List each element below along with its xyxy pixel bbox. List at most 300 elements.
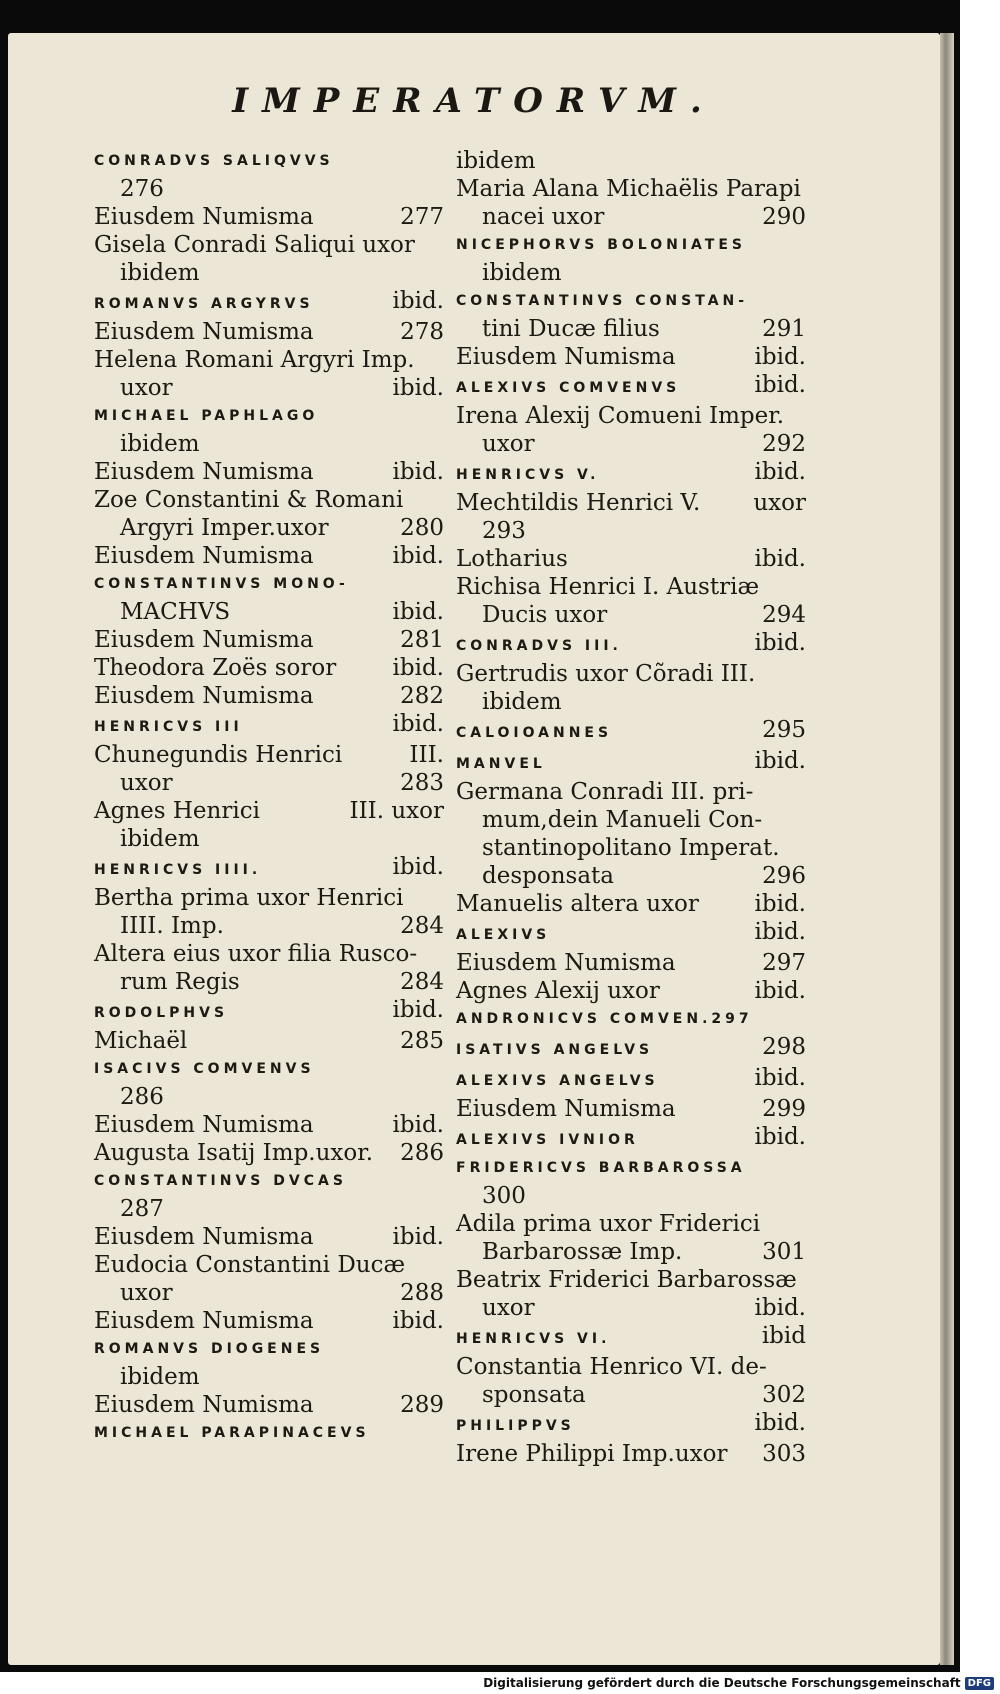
index-entry <box>94 682 444 710</box>
index-entry <box>94 996 444 1027</box>
footer-text: Digitalisierung gefördert durch die Deutsche Forschungsgemeinschaft <box>483 1676 961 1690</box>
index-entry-line <box>94 1111 444 1139</box>
entry-text: CONRADVS SALIQVVS <box>94 153 334 169</box>
entry-text: 276 <box>120 176 164 202</box>
entry-text: ANDRONICVS COMVEN.297 <box>456 1011 753 1027</box>
index-entry <box>456 573 806 629</box>
index-entry <box>94 147 444 203</box>
entry-page-ref: 282 <box>400 683 444 709</box>
entry-text: Eiusdem Numisma <box>456 1096 676 1122</box>
entry-text: Bertha prima uxor Henrici <box>94 885 404 911</box>
index-entry-line <box>94 825 444 853</box>
entry-page-ref: 298 <box>762 1034 806 1060</box>
entry-text: Beatrix Friderici Barbarossæ <box>456 1267 797 1293</box>
entry-text: rum Regis <box>120 969 240 995</box>
index-entry <box>456 1095 806 1123</box>
entry-page-ref: 280 <box>400 515 444 541</box>
index-entry-line <box>94 769 444 797</box>
entry-text: Agnes Henrici <box>94 798 260 824</box>
funding-footer <box>483 1676 994 1690</box>
entry-text: CONSTANTINVS MONO- <box>94 576 349 592</box>
entry-text: Eiusdem Numisma <box>94 1308 314 1334</box>
entry-text: ibidem <box>456 148 536 174</box>
entry-page-ref: ibid. <box>754 1410 806 1436</box>
entry-page-ref: 296 <box>762 863 806 889</box>
entry-page-ref: ibid. <box>754 978 806 1004</box>
entry-text: Eudocia Constantini Ducæ <box>94 1252 406 1278</box>
entry-text: Eiusdem Numisma <box>94 683 314 709</box>
index-entry <box>456 1440 806 1468</box>
index-entry-line <box>94 996 444 1027</box>
entry-text: Germana Conradi III. pri- <box>456 779 754 805</box>
running-head: IMPERATORVM. <box>232 81 716 121</box>
entry-page-ref: III. <box>409 742 444 768</box>
index-entry-line <box>456 1266 806 1294</box>
index-entry <box>456 1033 806 1064</box>
entry-text: Helena Romani Argyri Imp. <box>94 347 415 373</box>
entry-page-ref: ibid <box>761 1323 806 1349</box>
index-entry-line <box>456 371 806 402</box>
entry-text: ALEXIVS COMVENVS <box>456 380 681 396</box>
entry-page-ref: 290 <box>762 204 806 230</box>
entry-page-ref: ibid. <box>754 630 806 656</box>
index-entry <box>456 1064 806 1095</box>
entry-text: uxor <box>482 1295 535 1321</box>
entry-text: ISACIVS COMVENVS <box>94 1061 315 1077</box>
index-entry <box>456 1266 806 1322</box>
index-entry-line <box>94 514 444 542</box>
index-entry-line <box>94 430 444 458</box>
index-entry-line <box>456 343 806 371</box>
dfg-logo-icon: DFG <box>965 1677 994 1690</box>
entry-text: CALOIOANNES <box>456 725 613 741</box>
entry-page-ref: ibid. <box>392 599 444 625</box>
index-entry-line <box>456 778 806 806</box>
entry-text: FRIDERICVS BARBAROSSA <box>456 1160 746 1176</box>
entry-page-ref: ibid. <box>392 1224 444 1250</box>
index-entry <box>94 318 444 346</box>
index-entry-line <box>456 517 806 545</box>
entry-text: MANVEL <box>456 756 546 772</box>
entry-page-ref: 289 <box>400 1392 444 1418</box>
index-entry-line <box>94 912 444 940</box>
index-entry <box>94 654 444 682</box>
entry-page-ref: ibid. <box>392 543 444 569</box>
index-entry-line <box>94 374 444 402</box>
entry-page-ref: 301 <box>762 1239 806 1265</box>
index-entry <box>94 287 444 318</box>
index-entry <box>456 1409 806 1440</box>
entry-page-ref: 285 <box>400 1028 444 1054</box>
entry-text: Gisela Conradi Saliqui uxor <box>94 232 415 258</box>
entry-text: uxor <box>120 1280 173 1306</box>
index-entry-line <box>456 1095 806 1123</box>
entry-text: CONSTANTINVS CONSTAN- <box>456 293 749 309</box>
index-entry-line <box>456 1123 806 1154</box>
entry-text: Chunegundis Henrici <box>94 742 343 768</box>
index-entry <box>94 710 444 741</box>
index-entry-line <box>94 458 444 486</box>
entry-page-ref: ibid. <box>392 375 444 401</box>
index-entry-line <box>94 1083 444 1111</box>
index-entry-line <box>456 1409 806 1440</box>
index-entry-line <box>94 486 444 514</box>
index-entry <box>456 402 806 458</box>
entry-text: tini Ducæ filius <box>482 316 660 342</box>
index-entry <box>94 1027 444 1055</box>
entry-text: Eiusdem Numisma <box>94 204 314 230</box>
entry-text: ibidem <box>120 260 200 286</box>
index-entry-line <box>456 1033 806 1064</box>
index-entry <box>456 489 806 545</box>
index-entry <box>456 147 806 175</box>
index-entry-line <box>456 660 806 688</box>
entry-page-ref: ibid. <box>392 997 444 1023</box>
entry-page-ref: 299 <box>762 1096 806 1122</box>
index-entry <box>456 977 806 1005</box>
index-entry-line <box>456 1440 806 1468</box>
entry-text: Eiusdem Numisma <box>94 1224 314 1250</box>
entry-text: ALEXIVS <box>456 927 551 943</box>
index-entry-line <box>94 884 444 912</box>
entry-page-ref: ibid. <box>754 891 806 917</box>
index-entry-line <box>94 287 444 318</box>
entry-text: Eiusdem Numisma <box>94 319 314 345</box>
index-entry <box>456 371 806 402</box>
index-entry-line <box>94 1419 444 1447</box>
entry-text: ibidem <box>482 260 562 286</box>
entry-page-ref: ibid. <box>754 459 806 485</box>
entry-text: desponsata <box>482 863 614 889</box>
index-entry-line <box>94 402 444 430</box>
entry-text: Eiusdem Numisma <box>94 543 314 569</box>
entry-text: PHILIPPVS <box>456 1418 575 1434</box>
index-entry <box>456 949 806 977</box>
index-entry-line <box>456 203 806 231</box>
entry-page-ref: ibid. <box>392 1308 444 1334</box>
entry-page-ref: 303 <box>762 1441 806 1467</box>
index-entry-line <box>456 601 806 629</box>
entry-page-ref: ibid. <box>754 546 806 572</box>
index-entry <box>94 1055 444 1111</box>
index-entry <box>456 1005 806 1033</box>
entry-text: sponsata <box>482 1382 586 1408</box>
book-page <box>8 33 940 1665</box>
index-entry <box>94 346 444 402</box>
entry-text: Irena Alexij Comueni Imper. <box>456 403 785 429</box>
index-entry <box>94 402 444 458</box>
entry-page-ref: ibid. <box>392 711 444 737</box>
index-entry <box>456 918 806 949</box>
index-entry-line <box>94 318 444 346</box>
index-entry <box>456 1210 806 1266</box>
index-entry-line <box>94 346 444 374</box>
index-entry-line <box>456 834 806 862</box>
entry-text: Adila prima uxor Friderici <box>456 1211 761 1237</box>
entry-text: Argyri Imper.uxor <box>120 515 329 541</box>
entry-text: Theodora Zoës soror <box>94 655 337 681</box>
index-entry-line <box>94 1055 444 1083</box>
entry-page-ref: ibid. <box>754 748 806 774</box>
index-entry-line <box>456 1238 806 1266</box>
index-entry <box>94 542 444 570</box>
index-entry-line <box>456 315 806 343</box>
entry-text: 300 <box>482 1183 526 1209</box>
index-entry <box>456 660 806 716</box>
index-entry-line <box>456 231 806 259</box>
index-entry-line <box>456 1182 806 1210</box>
entry-text: Agnes Alexij uxor <box>456 978 660 1004</box>
entry-text: MACHVS <box>120 599 231 625</box>
index-entry-line <box>94 542 444 570</box>
index-entry-line <box>456 545 806 573</box>
index-entry <box>456 778 806 890</box>
entry-text: Gertrudis uxor Cõradi III. <box>456 661 756 687</box>
entry-page-ref: 288 <box>400 1280 444 1306</box>
index-entry-line <box>456 716 806 747</box>
index-entry <box>456 343 806 371</box>
entry-page-ref: ibid. <box>754 344 806 370</box>
page-edge <box>940 33 954 1665</box>
entry-text: uxor <box>120 375 173 401</box>
index-column-left <box>94 147 444 1447</box>
index-entry-line <box>456 1064 806 1095</box>
entry-page-ref: 302 <box>762 1382 806 1408</box>
index-entry-line <box>94 853 444 884</box>
entry-page-ref: ibid. <box>392 1112 444 1138</box>
index-entry-line <box>94 1307 444 1335</box>
entry-page-ref: ibid. <box>392 288 444 314</box>
index-entry-line <box>94 203 444 231</box>
entry-text: Maria Alana Michaëlis Parapi <box>456 176 801 202</box>
entry-text: Irene Philippi Imp.uxor <box>456 1441 728 1467</box>
index-entry-line <box>94 598 444 626</box>
index-entry <box>456 175 806 231</box>
index-entry-line <box>456 1294 806 1322</box>
index-entry <box>94 203 444 231</box>
entry-page-ref: 281 <box>400 627 444 653</box>
entry-text: mum,dein Manueli Con- <box>482 807 763 833</box>
entry-text: ibidem <box>120 1364 200 1390</box>
index-entry <box>94 741 444 797</box>
index-entry-line <box>94 968 444 996</box>
entry-page-ref: ibid. <box>392 655 444 681</box>
index-entry-line <box>94 147 444 175</box>
index-entry-line <box>456 1322 806 1353</box>
index-entry-line <box>94 1167 444 1195</box>
index-entry <box>456 716 806 747</box>
index-entry <box>456 1154 806 1210</box>
entry-page-ref: III. uxor <box>349 798 444 824</box>
index-entry <box>94 1223 444 1251</box>
entry-text: ALEXIVS ANGELVS <box>456 1073 659 1089</box>
entry-text: CONSTANTINVS DVCAS <box>94 1173 347 1189</box>
entry-text: ALEXIVS IVNIOR <box>456 1132 639 1148</box>
entry-text: IIII. Imp. <box>120 913 224 939</box>
index-entry-line <box>456 918 806 949</box>
index-entry-line <box>94 175 444 203</box>
entry-page-ref: 277 <box>400 204 444 230</box>
index-entry <box>94 1335 444 1391</box>
entry-text: Altera eius uxor filia Rusco- <box>94 941 418 967</box>
index-entry-line <box>456 747 806 778</box>
entry-text: MICHAEL PAPHLAGO <box>94 408 319 424</box>
index-entry-line <box>94 1363 444 1391</box>
index-entry-line <box>94 1391 444 1419</box>
entry-page-ref: uxor <box>753 490 806 516</box>
entry-text: Eiusdem Numisma <box>94 459 314 485</box>
entry-text: stantinopolitano Imperat. <box>482 835 780 861</box>
entry-text: HENRICVS IIII. <box>94 862 262 878</box>
index-entry-line <box>94 710 444 741</box>
index-entry-line <box>94 1335 444 1363</box>
index-entry-line <box>94 797 444 825</box>
entry-text: Manuelis altera uxor <box>456 891 699 917</box>
entry-page-ref: ibid. <box>754 919 806 945</box>
entry-page-ref: 284 <box>400 969 444 995</box>
index-entry-line <box>94 682 444 710</box>
index-entry <box>94 1111 444 1139</box>
entry-text: HENRICVS V. <box>456 467 600 483</box>
entry-text: Zoe Constantini & Romani <box>94 487 404 513</box>
entry-text: Michaël <box>94 1028 188 1054</box>
index-entry-line <box>456 806 806 834</box>
entry-text: nacei uxor <box>482 204 605 230</box>
index-entry-line <box>94 1251 444 1279</box>
entry-text: MICHAEL PARAPINACEVS <box>94 1425 370 1441</box>
entry-page-ref: 297 <box>762 950 806 976</box>
entry-text: uxor <box>482 431 535 457</box>
index-entry <box>94 458 444 486</box>
entry-text: Eiusdem Numisma <box>94 627 314 653</box>
entry-text: Eiusdem Numisma <box>94 1112 314 1138</box>
entry-page-ref: ibid. <box>754 372 806 398</box>
index-entry <box>94 570 444 626</box>
entry-page-ref: ibid. <box>754 1124 806 1150</box>
index-entry-line <box>456 629 806 660</box>
index-entry-line <box>456 573 806 601</box>
entry-text: CONRADVS III. <box>456 638 622 654</box>
index-entry-line <box>456 890 806 918</box>
index-entry <box>456 231 806 287</box>
index-column-right <box>456 147 806 1468</box>
entry-text: Augusta Isatij Imp.uxor. <box>94 1140 374 1166</box>
index-entry-line <box>456 862 806 890</box>
entry-text: Eiusdem Numisma <box>456 344 676 370</box>
index-entry-line <box>456 977 806 1005</box>
index-entry-line <box>94 940 444 968</box>
entry-text: ibidem <box>120 431 200 457</box>
index-entry <box>94 1307 444 1335</box>
entry-text: Eiusdem Numisma <box>456 950 676 976</box>
index-entry <box>456 1123 806 1154</box>
entry-page-ref: ibid. <box>754 1065 806 1091</box>
index-entry <box>94 884 444 940</box>
index-entry <box>94 1139 444 1167</box>
entry-text: RODOLPHVS <box>94 1005 229 1021</box>
entry-text: ROMANVS DIOGENES <box>94 1341 325 1357</box>
entry-page-ref: 291 <box>762 316 806 342</box>
entry-text: ibidem <box>482 689 562 715</box>
index-entry <box>94 1391 444 1419</box>
index-entry <box>94 940 444 996</box>
index-entry <box>94 797 444 853</box>
index-entry <box>456 890 806 918</box>
index-entry <box>94 1167 444 1223</box>
entry-page-ref: 284 <box>400 913 444 939</box>
index-entry-line <box>94 1139 444 1167</box>
index-entry-line <box>456 1353 806 1381</box>
index-entry-line <box>94 1223 444 1251</box>
index-entry-line <box>94 626 444 654</box>
index-entry-line <box>456 259 806 287</box>
entry-text: uxor <box>120 770 173 796</box>
entry-text: ibidem <box>120 826 200 852</box>
entry-page-ref: ibid. <box>392 459 444 485</box>
entry-page-ref: 295 <box>762 717 806 743</box>
index-entry <box>456 747 806 778</box>
index-entry-line <box>456 688 806 716</box>
entry-page-ref: 286 <box>400 1140 444 1166</box>
entry-text: Ducis uxor <box>482 602 608 628</box>
index-entry-line <box>94 1195 444 1223</box>
entry-text: 287 <box>120 1196 164 1222</box>
entry-page-ref: 292 <box>762 431 806 457</box>
index-entry <box>94 853 444 884</box>
index-entry <box>456 287 806 343</box>
entry-page-ref: ibid. <box>392 854 444 880</box>
index-entry-line <box>456 147 806 175</box>
index-entry-line <box>456 949 806 977</box>
index-entry-line <box>456 458 806 489</box>
index-entry <box>456 545 806 573</box>
entry-text: NICEPHORVS BOLONIATES <box>456 237 746 253</box>
index-entry-line <box>456 175 806 203</box>
entry-text: Richisa Henrici I. Austriæ <box>456 574 760 600</box>
index-entry-line <box>94 231 444 259</box>
index-entry <box>456 1353 806 1409</box>
index-entry-line <box>456 1381 806 1409</box>
entry-text: HENRICVS III <box>94 719 243 735</box>
entry-text: Lotharius <box>456 546 568 572</box>
index-entry-line <box>456 430 806 458</box>
index-entry-line <box>456 1005 806 1033</box>
index-entry-line <box>94 654 444 682</box>
index-entry <box>94 1251 444 1307</box>
index-entry-line <box>94 259 444 287</box>
index-entry-line <box>456 402 806 430</box>
entry-page-ref: 294 <box>762 602 806 628</box>
entry-page-ref: 278 <box>400 319 444 345</box>
entry-text: Eiusdem Numisma <box>94 1392 314 1418</box>
entry-page-ref: 283 <box>400 770 444 796</box>
entry-text: Constantia Henrico VI. de- <box>456 1354 767 1380</box>
entry-text: ROMANVS ARGYRVS <box>94 296 314 312</box>
index-entry-line <box>94 1027 444 1055</box>
index-entry-line <box>456 489 806 517</box>
entry-text: Barbarossæ Imp. <box>482 1239 683 1265</box>
entry-text: Mechtildis Henrici V. <box>456 490 701 516</box>
entry-text: HENRICVS VI. <box>456 1331 611 1347</box>
entry-text: 293 <box>482 518 526 544</box>
index-entry <box>456 629 806 660</box>
index-entry <box>94 486 444 542</box>
index-entry <box>94 626 444 654</box>
index-entry-line <box>94 570 444 598</box>
index-entry-line <box>456 1210 806 1238</box>
entry-page-ref: ibid. <box>754 1295 806 1321</box>
index-entry-line <box>94 1279 444 1307</box>
